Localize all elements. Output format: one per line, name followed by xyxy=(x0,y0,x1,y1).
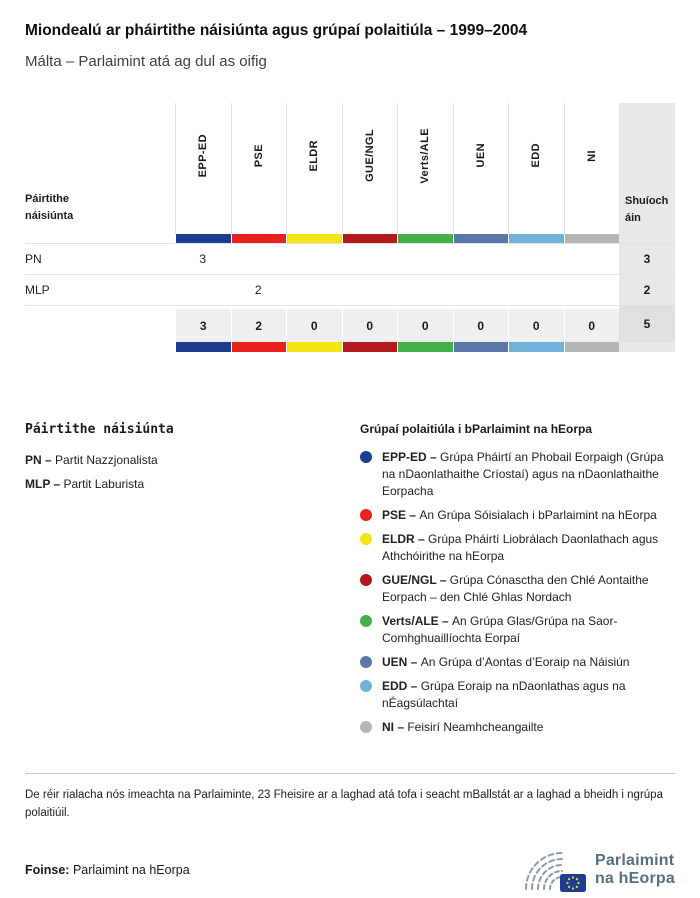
seat-value-cell xyxy=(564,244,620,275)
group-total-cell: 0 xyxy=(286,306,342,342)
group-color-bar xyxy=(564,234,620,244)
party-full-name: Partit Laburista xyxy=(63,477,145,491)
group-description xyxy=(382,679,626,710)
footnote: De réir rialacha nós imeachta na Parlaiminte, 23 Fheisire ar a laghad atá tofa i seacht mBallstát ar a laghad a bheidh i ngrúpa polaitiúil. xyxy=(25,789,663,820)
spacer-cell xyxy=(25,306,175,342)
group-color-dot xyxy=(360,680,372,692)
group-column-header: GUE/NGL xyxy=(342,103,398,234)
group-color-dot xyxy=(360,656,372,668)
group-description xyxy=(382,450,664,498)
group-description xyxy=(382,532,658,563)
seat-value-cell xyxy=(508,275,564,306)
group-column-header: ELDR xyxy=(286,103,342,234)
group-abbr: GUE/NGL – xyxy=(382,573,450,588)
group-color-bar xyxy=(397,234,453,244)
source xyxy=(25,863,190,877)
seat-value-cell xyxy=(397,275,453,306)
group-total-cell: 3 xyxy=(175,306,231,342)
group-full-name: Grúpa Eoraip na nDaonlathas agus na nÉagsúlachtaí xyxy=(382,679,626,711)
group-full-name: Feisirí Neamhcheangailte xyxy=(407,720,544,735)
group-legend-list xyxy=(360,449,675,736)
footer-row xyxy=(25,847,675,893)
group-abbr: Verts/ALE – xyxy=(382,614,453,629)
seats-column-spacer xyxy=(619,234,675,244)
source-label: Foinse: xyxy=(25,863,70,878)
seat-value-cell xyxy=(564,275,620,306)
ep-logo-text-line1: Parlaimint xyxy=(594,852,675,870)
party-legend-list xyxy=(25,453,360,491)
group-abbr: EDD – xyxy=(382,679,421,694)
seat-value-cell xyxy=(342,275,398,306)
party-seats-cell: 2 xyxy=(619,275,675,306)
seats-column-header: Shuíocháin xyxy=(619,103,675,234)
group-total-cell: 0 xyxy=(564,306,620,342)
group-description xyxy=(382,508,657,522)
group-column-header: PSE xyxy=(231,103,287,234)
group-legend-item xyxy=(360,531,675,565)
group-color-bar xyxy=(508,234,564,244)
group-color-dot xyxy=(360,721,372,733)
party-abbr: PN – xyxy=(25,453,56,467)
party-legend-title: Páirtithe náisiúnta xyxy=(25,422,174,437)
group-full-name: An Grúpa Glas/Grúpa na Saor-Comhghuaillíochta Eorpaí xyxy=(382,614,618,646)
seat-value-cell: 3 xyxy=(175,244,231,275)
group-full-name: An Grúpa Sóisialach i bParlaimint na hEorpa xyxy=(419,508,657,523)
row-header-label: Páirtithe náisiúnta xyxy=(25,192,74,222)
group-full-name: Grúpa Pháirtí Liobrálach Daonlathach agus Athchóirithe na hEorpa xyxy=(382,532,659,564)
group-abbr: UEN – xyxy=(382,655,421,670)
ep-logo-text-line2: na hEorpa xyxy=(594,870,675,888)
seat-value-cell xyxy=(175,275,231,306)
group-total-cell: 0 xyxy=(453,306,509,342)
seats-column-spacer xyxy=(619,342,675,352)
group-color-bar xyxy=(231,234,287,244)
group-column-header: NI xyxy=(564,103,620,234)
group-description xyxy=(382,655,629,669)
group-abbr: ELDR – xyxy=(382,532,429,547)
page-subtitle: Málta – Parlaimint atá ag dul as oifig xyxy=(25,53,267,70)
group-color-bar xyxy=(286,342,342,352)
group-legend-item xyxy=(360,678,675,712)
total-seats-cell: 5 xyxy=(619,306,675,342)
party-legend-item xyxy=(25,453,360,467)
results-table xyxy=(25,103,675,352)
party-abbr: MLP – xyxy=(25,477,64,491)
group-color-bar xyxy=(508,342,564,352)
seat-value-cell xyxy=(286,244,342,275)
party-legend xyxy=(25,422,360,743)
group-total-cell: 0 xyxy=(342,306,398,342)
group-color-bar xyxy=(175,234,231,244)
seat-value-cell xyxy=(453,275,509,306)
group-description xyxy=(382,573,649,604)
spacer-cell xyxy=(25,234,175,244)
group-color-bar xyxy=(175,342,231,352)
group-legend-item xyxy=(360,572,675,606)
ep-logo-text xyxy=(595,852,675,888)
ep-logo-icon xyxy=(520,847,586,893)
group-description xyxy=(382,720,543,734)
ep-logo xyxy=(520,847,675,893)
group-color-bar xyxy=(397,342,453,352)
seat-value-cell xyxy=(508,244,564,275)
group-abbr: PSE – xyxy=(382,508,420,523)
party-legend-item xyxy=(25,477,360,491)
group-color-bar xyxy=(453,342,509,352)
legends xyxy=(25,422,675,743)
party-name-cell: PN xyxy=(25,244,175,275)
group-color-bar xyxy=(453,234,509,244)
group-legend-item xyxy=(360,613,675,647)
group-column-header: EPP-ED xyxy=(175,103,231,234)
group-color-bar xyxy=(342,234,398,244)
group-color-bar xyxy=(564,342,620,352)
spacer-cell xyxy=(25,342,175,352)
group-description xyxy=(382,614,617,645)
group-legend-item xyxy=(360,654,675,671)
group-color-bar xyxy=(286,234,342,244)
group-abbr: NI – xyxy=(382,720,408,735)
group-full-name: An Grúpa d’Aontas d’Eoraip na Náisiún xyxy=(420,655,630,670)
group-color-dot xyxy=(360,615,372,627)
group-legend-item xyxy=(360,507,675,524)
group-color-bar xyxy=(342,342,398,352)
group-legend-item xyxy=(360,449,675,500)
group-color-dot xyxy=(360,509,372,521)
group-total-cell: 0 xyxy=(397,306,453,342)
page-title: Miondealú ar pháirtithe náisiúnta agus grúpaí polaitiúla – 1999–2004 xyxy=(25,22,528,39)
group-color-dot xyxy=(360,533,372,545)
party-seats-cell: 3 xyxy=(619,244,675,275)
party-name-cell: MLP xyxy=(25,275,175,306)
group-column-header: EDD xyxy=(508,103,564,234)
divider xyxy=(25,773,675,774)
party-full-name: Partit Nazzjonalista xyxy=(55,453,158,467)
group-total-cell: 0 xyxy=(508,306,564,342)
group-full-name: Grúpa Pháirtí an Phobail Eorpaigh (Grúpa na nDaonlathaithe Críostaí) agus na nDaonlathaithe Eorpacha xyxy=(382,450,664,499)
group-legend xyxy=(360,422,675,743)
group-total-cell: 2 xyxy=(231,306,287,342)
seat-value-cell xyxy=(342,244,398,275)
group-color-dot xyxy=(360,451,372,463)
group-color-dot xyxy=(360,574,372,586)
source-value: Parlaimint na hEorpa xyxy=(72,863,190,878)
group-legend-item xyxy=(360,719,675,736)
group-abbr: EPP-ED – xyxy=(382,450,441,464)
group-full-name: Grúpa Cónasctha den Chlé Aontaithe Eorpach – den Chlé Ghlas Nordach xyxy=(382,573,649,605)
seat-value-cell xyxy=(397,244,453,275)
group-color-bar xyxy=(231,342,287,352)
group-column-header: UEN xyxy=(453,103,509,234)
seat-value-cell: 2 xyxy=(231,275,287,306)
group-column-header: Verts/ALE xyxy=(397,103,453,234)
group-legend-title: Grúpaí polaitiúla i bParlaimint na hEorpa xyxy=(360,422,593,436)
seat-value-cell xyxy=(231,244,287,275)
seat-value-cell xyxy=(453,244,509,275)
seat-value-cell xyxy=(286,275,342,306)
